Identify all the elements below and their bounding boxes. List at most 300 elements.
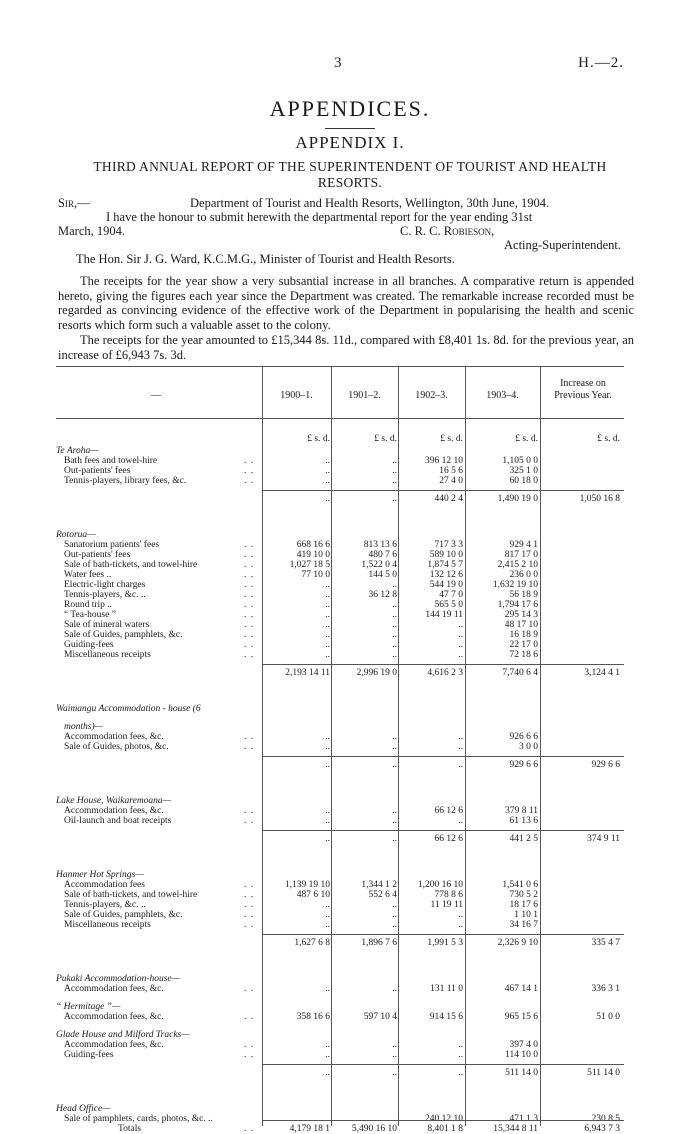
value-cell: 27 4 0 <box>439 476 463 486</box>
appendices-title: APPENDICES. <box>269 96 431 121</box>
row-label: Accommodation fees <box>64 880 145 890</box>
leader-dots: . . <box>244 984 255 994</box>
value-cell: 778 8 6 <box>434 890 463 900</box>
row-label: Accommodation fees, &c. <box>64 984 164 994</box>
value-cell: .. <box>325 816 330 826</box>
letter-line-1: I have the honour to submit herewith the departmental report for the year ending 31st <box>106 210 533 224</box>
value-cell: .. <box>325 600 330 610</box>
table-row <box>56 456 624 466</box>
table-row <box>56 974 624 984</box>
value-cell: 929 6 6 <box>509 760 538 770</box>
row-label: “ Tea-house ” <box>64 610 116 620</box>
table-row <box>56 890 624 900</box>
value-cell: 2,193 14 11 <box>285 668 330 678</box>
value-cell: .. <box>392 732 397 742</box>
value-cell: 16 18 9 <box>509 630 538 640</box>
leader-dots: . . <box>244 590 255 600</box>
value-cell: 1,200 16 10 <box>417 880 463 890</box>
value-cell: 511 14 0 <box>587 1068 620 1078</box>
row-label: Accommodation fees, &c. <box>64 806 164 816</box>
row-label: Lake House, Waikaremoana— <box>56 796 172 806</box>
row-label: Glade House and Milford Tracks— <box>56 1030 190 1040</box>
table-row <box>56 1050 624 1060</box>
row-label: Rotorua— <box>56 530 96 540</box>
sum-rule <box>262 830 624 831</box>
row-label: Water fees .. <box>64 570 112 580</box>
row-label: Pukaki Accommodation-house— <box>56 974 181 984</box>
value-cell: 1,490 19 0 <box>497 494 538 504</box>
value-cell: 5,490 16 10 <box>351 1124 397 1134</box>
value-cell: .. <box>392 600 397 610</box>
value-cell: 114 10 0 <box>505 1050 538 1060</box>
row-label: Guiding-fees <box>64 1050 114 1060</box>
value-cell: 3 0 0 <box>519 742 538 752</box>
leader-dots: . . <box>244 900 255 910</box>
row-label: Sale of Guides, photos, &c. <box>64 742 169 752</box>
value-cell: .. <box>458 630 463 640</box>
row-label: Round trip .. <box>64 600 113 610</box>
leader-dots: . . <box>244 476 255 486</box>
sum-rule <box>262 1064 624 1065</box>
table-row <box>56 550 624 560</box>
value-cell: 61 13 6 <box>509 816 538 826</box>
value-cell: 419 10 0 <box>296 550 330 560</box>
leader-dots: . . <box>244 806 255 816</box>
value-cell: 480 7 6 <box>368 550 397 560</box>
value-cell: 441 2 5 <box>509 834 538 844</box>
row-label: “ Hermitage ”— <box>56 1002 121 1012</box>
value-cell: .. <box>392 1114 397 1124</box>
unit-cell: £ s. d. <box>515 434 538 444</box>
value-cell: 18 17 6 <box>509 900 538 910</box>
value-cell: .. <box>325 806 330 816</box>
value-cell: .. <box>392 620 397 630</box>
value-cell: 34 16 7 <box>509 920 538 930</box>
value-cell: .. <box>392 910 397 920</box>
leader-dots: . . <box>244 880 255 890</box>
value-cell: 56 18 9 <box>509 590 538 600</box>
value-cell: 51 0 0 <box>596 1012 620 1022</box>
value-cell: .. <box>325 834 330 844</box>
paragraph-1: The receipts for the year show a very subsantial increase in all branches. A comparative return is appended hereto, giving the figures each year since the Department was created. The remarkable increase recorded must be regarded as convincing evidence of the effective work of the Department in popularising the health and scenic resorts which form such a valuable asset to the colony. <box>58 274 634 332</box>
col-header-1903: 1903–4. <box>486 390 519 401</box>
value-cell: .. <box>392 1068 397 1078</box>
table-row <box>56 600 624 610</box>
row-label: Tennis-players, &c. .. <box>64 900 146 910</box>
value-cell: 374 9 11 <box>587 834 620 844</box>
value-cell: .. <box>392 984 397 994</box>
subtotal-row <box>56 494 624 504</box>
value-cell: 965 15 6 <box>504 1012 538 1022</box>
leader-dots: . . <box>244 620 255 630</box>
value-cell: .. <box>458 1040 463 1050</box>
subtotal-row <box>56 938 624 948</box>
table-row <box>56 870 624 880</box>
table-row <box>56 732 624 742</box>
row-label: Hanmer Hot Springs— <box>56 870 144 880</box>
value-cell: 3,124 4 1 <box>584 668 620 678</box>
row-label: Guiding-fees <box>64 640 114 650</box>
value-cell: 48 17 10 <box>504 620 538 630</box>
table-row <box>56 446 624 456</box>
sum-rule <box>262 490 624 491</box>
table-row <box>56 610 624 620</box>
value-cell: .. <box>325 456 330 466</box>
col-header-label: — <box>151 390 161 401</box>
row-label: Sale of bath-tickets, and towel-hire <box>64 560 198 570</box>
title-rule <box>325 128 375 129</box>
value-cell: .. <box>325 920 330 930</box>
leader-dots: . . <box>244 550 255 560</box>
row-label: Accommodation fees, &c. <box>64 1040 164 1050</box>
table-row <box>56 530 624 540</box>
value-cell: 817 17 0 <box>504 550 538 560</box>
table-row <box>56 796 624 806</box>
page-number: 3 <box>334 55 342 71</box>
leader-dots: . . <box>244 560 255 570</box>
sum-rule <box>262 1120 624 1121</box>
row-label: Waimangu Accommodation - house (6 <box>56 704 201 714</box>
value-cell: 1,794 17 6 <box>497 600 538 610</box>
value-cell: 471 1 3 <box>509 1114 538 1124</box>
row-label: Sale of Guides, pamphlets, &c. <box>64 630 183 640</box>
value-cell: 36 12 8 <box>368 590 397 600</box>
row-label: Te Aroha— <box>56 446 99 456</box>
row-label: Tennis-players, library fees, &c. <box>64 476 187 486</box>
table-row <box>56 640 624 650</box>
value-cell: 1,027 18 5 <box>289 560 330 570</box>
leader-dots: . . <box>244 910 255 920</box>
value-cell: 813 13 6 <box>363 540 397 550</box>
value-cell: .. <box>392 1040 397 1050</box>
leader-dots: . . <box>244 742 255 752</box>
value-cell: 1,632 19 10 <box>492 580 538 590</box>
row-label: Miscellaneous receipts <box>64 920 151 930</box>
value-cell: .. <box>325 900 330 910</box>
value-cell: 511 14 0 <box>505 1068 538 1078</box>
value-cell: 8,401 1 8 <box>427 1124 463 1134</box>
value-cell: .. <box>392 1050 397 1060</box>
value-cell: .. <box>325 630 330 640</box>
col-header-1901: 1901–2. <box>348 390 381 401</box>
table-row <box>56 1040 624 1050</box>
signer-name: C. R. C. Robieson, <box>400 224 495 238</box>
sum-rule <box>262 756 624 757</box>
value-cell: .. <box>392 816 397 826</box>
table-row <box>56 984 624 994</box>
value-cell: 2,415 2 10 <box>497 560 538 570</box>
table-row <box>56 590 624 600</box>
value-cell: 929 4 1 <box>509 540 538 550</box>
value-cell: 2,326 9 10 <box>497 938 538 948</box>
value-cell: 131 11 0 <box>430 984 463 994</box>
value-cell: 565 5 0 <box>434 600 463 610</box>
subtotal-row <box>56 760 624 770</box>
row-label: Out-patients' fees <box>64 466 131 476</box>
value-cell: 16 5 6 <box>439 466 463 476</box>
value-cell: .. <box>458 620 463 630</box>
row-label: Sale of pamphlets, cards, photos, &c. .. <box>64 1114 213 1124</box>
row-label: Sanatorium patients' fees <box>64 540 160 550</box>
totals-row <box>56 1124 624 1134</box>
value-cell: 544 19 0 <box>429 580 463 590</box>
value-cell: .. <box>392 476 397 486</box>
value-cell: 335 4 7 <box>591 938 620 948</box>
row-label: Tennis-players, &c. .. <box>64 590 146 600</box>
table-row <box>56 900 624 910</box>
value-cell: 929 6 6 <box>591 760 620 770</box>
leader-dots: . . <box>244 466 255 476</box>
col-header-1902: 1902–3. <box>415 390 448 401</box>
table-row <box>56 476 624 486</box>
value-cell: .. <box>458 910 463 920</box>
value-cell: 325 1 0 <box>509 466 538 476</box>
table-row <box>56 816 624 826</box>
leader-dots: . . <box>244 640 255 650</box>
value-cell: .. <box>458 1050 463 1060</box>
table-row <box>56 560 624 570</box>
value-cell: 4,616 2 3 <box>427 668 463 678</box>
row-label: Accommodation fees, &c. <box>64 732 164 742</box>
value-cell: 914 15 6 <box>429 1012 463 1022</box>
table-row <box>56 722 624 732</box>
leader-dots: . . <box>244 1040 255 1050</box>
leader-dots: . . <box>244 732 255 742</box>
value-cell: 2,996 19 0 <box>356 668 397 678</box>
value-cell: 589 10 0 <box>429 550 463 560</box>
receipts-table <box>56 366 624 1134</box>
value-cell: 240 12 10 <box>425 1114 463 1124</box>
subtotal-row <box>56 834 624 844</box>
value-cell: 668 16 6 <box>296 540 330 550</box>
leader-dots: . . <box>244 630 255 640</box>
value-cell: .. <box>325 732 330 742</box>
appendix-title: APPENDIX I. <box>295 133 405 152</box>
table-row <box>56 910 624 920</box>
leader-dots: . . <box>244 570 255 580</box>
table-row <box>56 580 624 590</box>
value-cell: .. <box>392 920 397 930</box>
value-cell: 72 18 6 <box>509 650 538 660</box>
value-cell: 730 5 2 <box>509 890 538 900</box>
value-cell: .. <box>392 640 397 650</box>
value-cell: 396 12 10 <box>425 456 463 466</box>
value-cell: .. <box>325 910 330 920</box>
value-cell: .. <box>458 1068 463 1078</box>
value-cell: 22 17 0 <box>509 640 538 650</box>
report-title: THIRD ANNUAL REPORT OF THE SUPERINTENDENT OF TOURIST AND HEALTH RESORTS. <box>93 159 607 190</box>
value-cell: .. <box>392 494 397 504</box>
value-cell: .. <box>392 650 397 660</box>
value-cell: 66 12 6 <box>434 834 463 844</box>
value-cell: .. <box>325 760 330 770</box>
value-cell: .. <box>325 984 330 994</box>
row-label: Miscellaneous receipts <box>64 650 151 660</box>
value-cell: 467 14 1 <box>504 984 538 994</box>
leader-dots: . . <box>244 610 255 620</box>
unit-cell: £ s. d. <box>307 434 330 444</box>
value-cell: 1,050 16 8 <box>579 494 620 504</box>
value-cell: 717 3 3 <box>434 540 463 550</box>
unit-cell: £ s. d. <box>374 434 397 444</box>
value-cell: 6,943 7 3 <box>584 1124 620 1134</box>
value-cell: .. <box>458 640 463 650</box>
value-cell: 47 7 0 <box>439 590 463 600</box>
value-cell: 926 6 6 <box>509 732 538 742</box>
table-row <box>56 742 624 752</box>
value-cell: 1 10 1 <box>514 910 538 920</box>
subtotal-row <box>56 1068 624 1078</box>
value-cell: .. <box>392 742 397 752</box>
row-label: Accommodation fees, &c. <box>64 1012 164 1022</box>
value-cell: .. <box>392 580 397 590</box>
table-row <box>56 570 624 580</box>
value-cell: 1,139 19 10 <box>284 880 330 890</box>
row-label: Sale of bath-tickets, and towel-hire <box>64 890 198 900</box>
sum-rule <box>262 664 624 665</box>
value-cell: 7,740 6 4 <box>502 668 538 678</box>
value-cell: 1,344 1 2 <box>361 880 397 890</box>
leader-dots: . . <box>244 816 255 826</box>
addressee: The Hon. Sir J. G. Ward, K.C.M.G., Minister of Tourist and Health Resorts. <box>76 252 455 266</box>
table-row <box>56 1030 624 1040</box>
value-cell: .. <box>392 760 397 770</box>
value-cell: .. <box>325 476 330 486</box>
table-row <box>56 620 624 630</box>
value-cell: .. <box>325 620 330 630</box>
table-row <box>56 1104 624 1114</box>
leader-dots: . . <box>244 1012 255 1022</box>
table-row <box>56 920 624 930</box>
letter-address: Department of Tourist and Health Resorts, Wellington, 30th June, 1904. <box>190 196 550 210</box>
value-cell: 236 0 0 <box>509 570 538 580</box>
value-cell: .. <box>392 834 397 844</box>
value-cell: .. <box>458 816 463 826</box>
value-cell: .. <box>458 742 463 752</box>
leader-dots: . . <box>244 1124 255 1134</box>
value-cell: 440 2 4 <box>434 494 463 504</box>
value-cell: 1,627 6 8 <box>294 938 330 948</box>
value-cell: 4,179 18 1 <box>289 1124 330 1134</box>
col-header-1900: 1900–1. <box>280 390 313 401</box>
leader-dots: . . <box>244 600 255 610</box>
value-cell: .. <box>325 580 330 590</box>
value-cell: .. <box>392 466 397 476</box>
value-cell: 144 19 11 <box>425 610 463 620</box>
value-cell: 597 10 4 <box>363 1012 397 1022</box>
document-reference: H.—2. <box>578 55 624 71</box>
leader-dots: . . <box>244 580 255 590</box>
row-label: Totals <box>118 1124 142 1134</box>
value-cell: 230 8 5 <box>591 1114 620 1124</box>
table-row <box>56 540 624 550</box>
value-cell: .. <box>325 640 330 650</box>
value-cell: 60 18 0 <box>509 476 538 486</box>
value-cell: 77 10 0 <box>301 570 330 580</box>
value-cell: .. <box>325 1050 330 1060</box>
table-top-rule <box>56 366 624 367</box>
table-row <box>56 650 624 660</box>
row-label: months)— <box>64 722 104 732</box>
value-cell: .. <box>458 650 463 660</box>
leader-dots: . . <box>244 1050 255 1060</box>
value-cell: 1,541 0 6 <box>502 880 538 890</box>
table-row <box>56 880 624 890</box>
value-cell: 1,991 5 3 <box>427 938 463 948</box>
row-label: Sale of mineral waters <box>64 620 150 630</box>
table-row <box>56 466 624 476</box>
value-cell: .. <box>325 494 330 504</box>
value-cell: .. <box>325 742 330 752</box>
units-row <box>56 434 624 444</box>
table-row <box>56 1012 624 1022</box>
letter-line-2: March, 1904. <box>58 224 125 238</box>
table-row <box>56 1114 624 1124</box>
value-cell: .. <box>325 650 330 660</box>
value-cell: 144 5 0 <box>368 570 397 580</box>
value-cell: 397 4 0 <box>509 1040 538 1050</box>
value-cell: .. <box>392 806 397 816</box>
leader-dots: . . <box>244 540 255 550</box>
leader-dots: . . <box>244 890 255 900</box>
salutation: Sir,— <box>58 196 90 210</box>
value-cell: 379 8 11 <box>505 806 538 816</box>
value-cell: .. <box>325 1040 330 1050</box>
value-cell: .. <box>392 630 397 640</box>
value-cell: 1,522 0 4 <box>361 560 397 570</box>
value-cell: 336 3 1 <box>591 984 620 994</box>
value-cell: 487 6 10 <box>296 890 330 900</box>
unit-cell: £ s. d. <box>440 434 463 444</box>
table-row <box>56 704 624 714</box>
table-row <box>56 1002 624 1012</box>
value-cell: .. <box>392 610 397 620</box>
row-label: Bath fees and towel-hire <box>64 456 158 466</box>
table-row <box>56 630 624 640</box>
value-cell: 66 12 6 <box>434 806 463 816</box>
value-cell: .. <box>392 456 397 466</box>
value-cell: .. <box>325 610 330 620</box>
leader-dots: . . <box>244 456 255 466</box>
value-cell: 552 6 4 <box>368 890 397 900</box>
value-cell: .. <box>325 1114 330 1124</box>
value-cell: 1,874 5 7 <box>427 560 463 570</box>
row-label: Oil-launch and boat receipts <box>64 816 172 826</box>
table-row <box>56 806 624 816</box>
value-cell: .. <box>325 466 330 476</box>
subtotal-row <box>56 668 624 678</box>
value-cell: .. <box>325 590 330 600</box>
paragraph-2: The receipts for the year amounted to £15,344 8s. 11d., compared with £8,401 1s. 8d. for the previous year, an increase of £6,943 7s. 3d. <box>58 333 634 362</box>
value-cell: 15,344 8 11 <box>493 1124 538 1134</box>
value-cell: .. <box>392 900 397 910</box>
sum-rule <box>262 934 624 935</box>
header-rule <box>56 418 624 419</box>
unit-cell: £ s. d. <box>597 434 620 444</box>
value-cell: 295 14 3 <box>504 610 538 620</box>
signer-title: Acting-Superintendent. <box>504 238 621 252</box>
value-cell: 11 19 11 <box>430 900 463 910</box>
value-cell: .. <box>458 920 463 930</box>
value-cell: .. <box>325 1068 330 1078</box>
col-header-increase: Increase on Previous Year. <box>554 378 612 401</box>
value-cell: .. <box>458 732 463 742</box>
value-cell: 132 12 6 <box>429 570 463 580</box>
row-label: Head Office— <box>56 1104 111 1114</box>
row-label: Sale of Guides, pamphlets, &c. <box>64 910 183 920</box>
value-cell: 358 16 6 <box>296 1012 330 1022</box>
row-label: Electric-light charges <box>64 580 146 590</box>
